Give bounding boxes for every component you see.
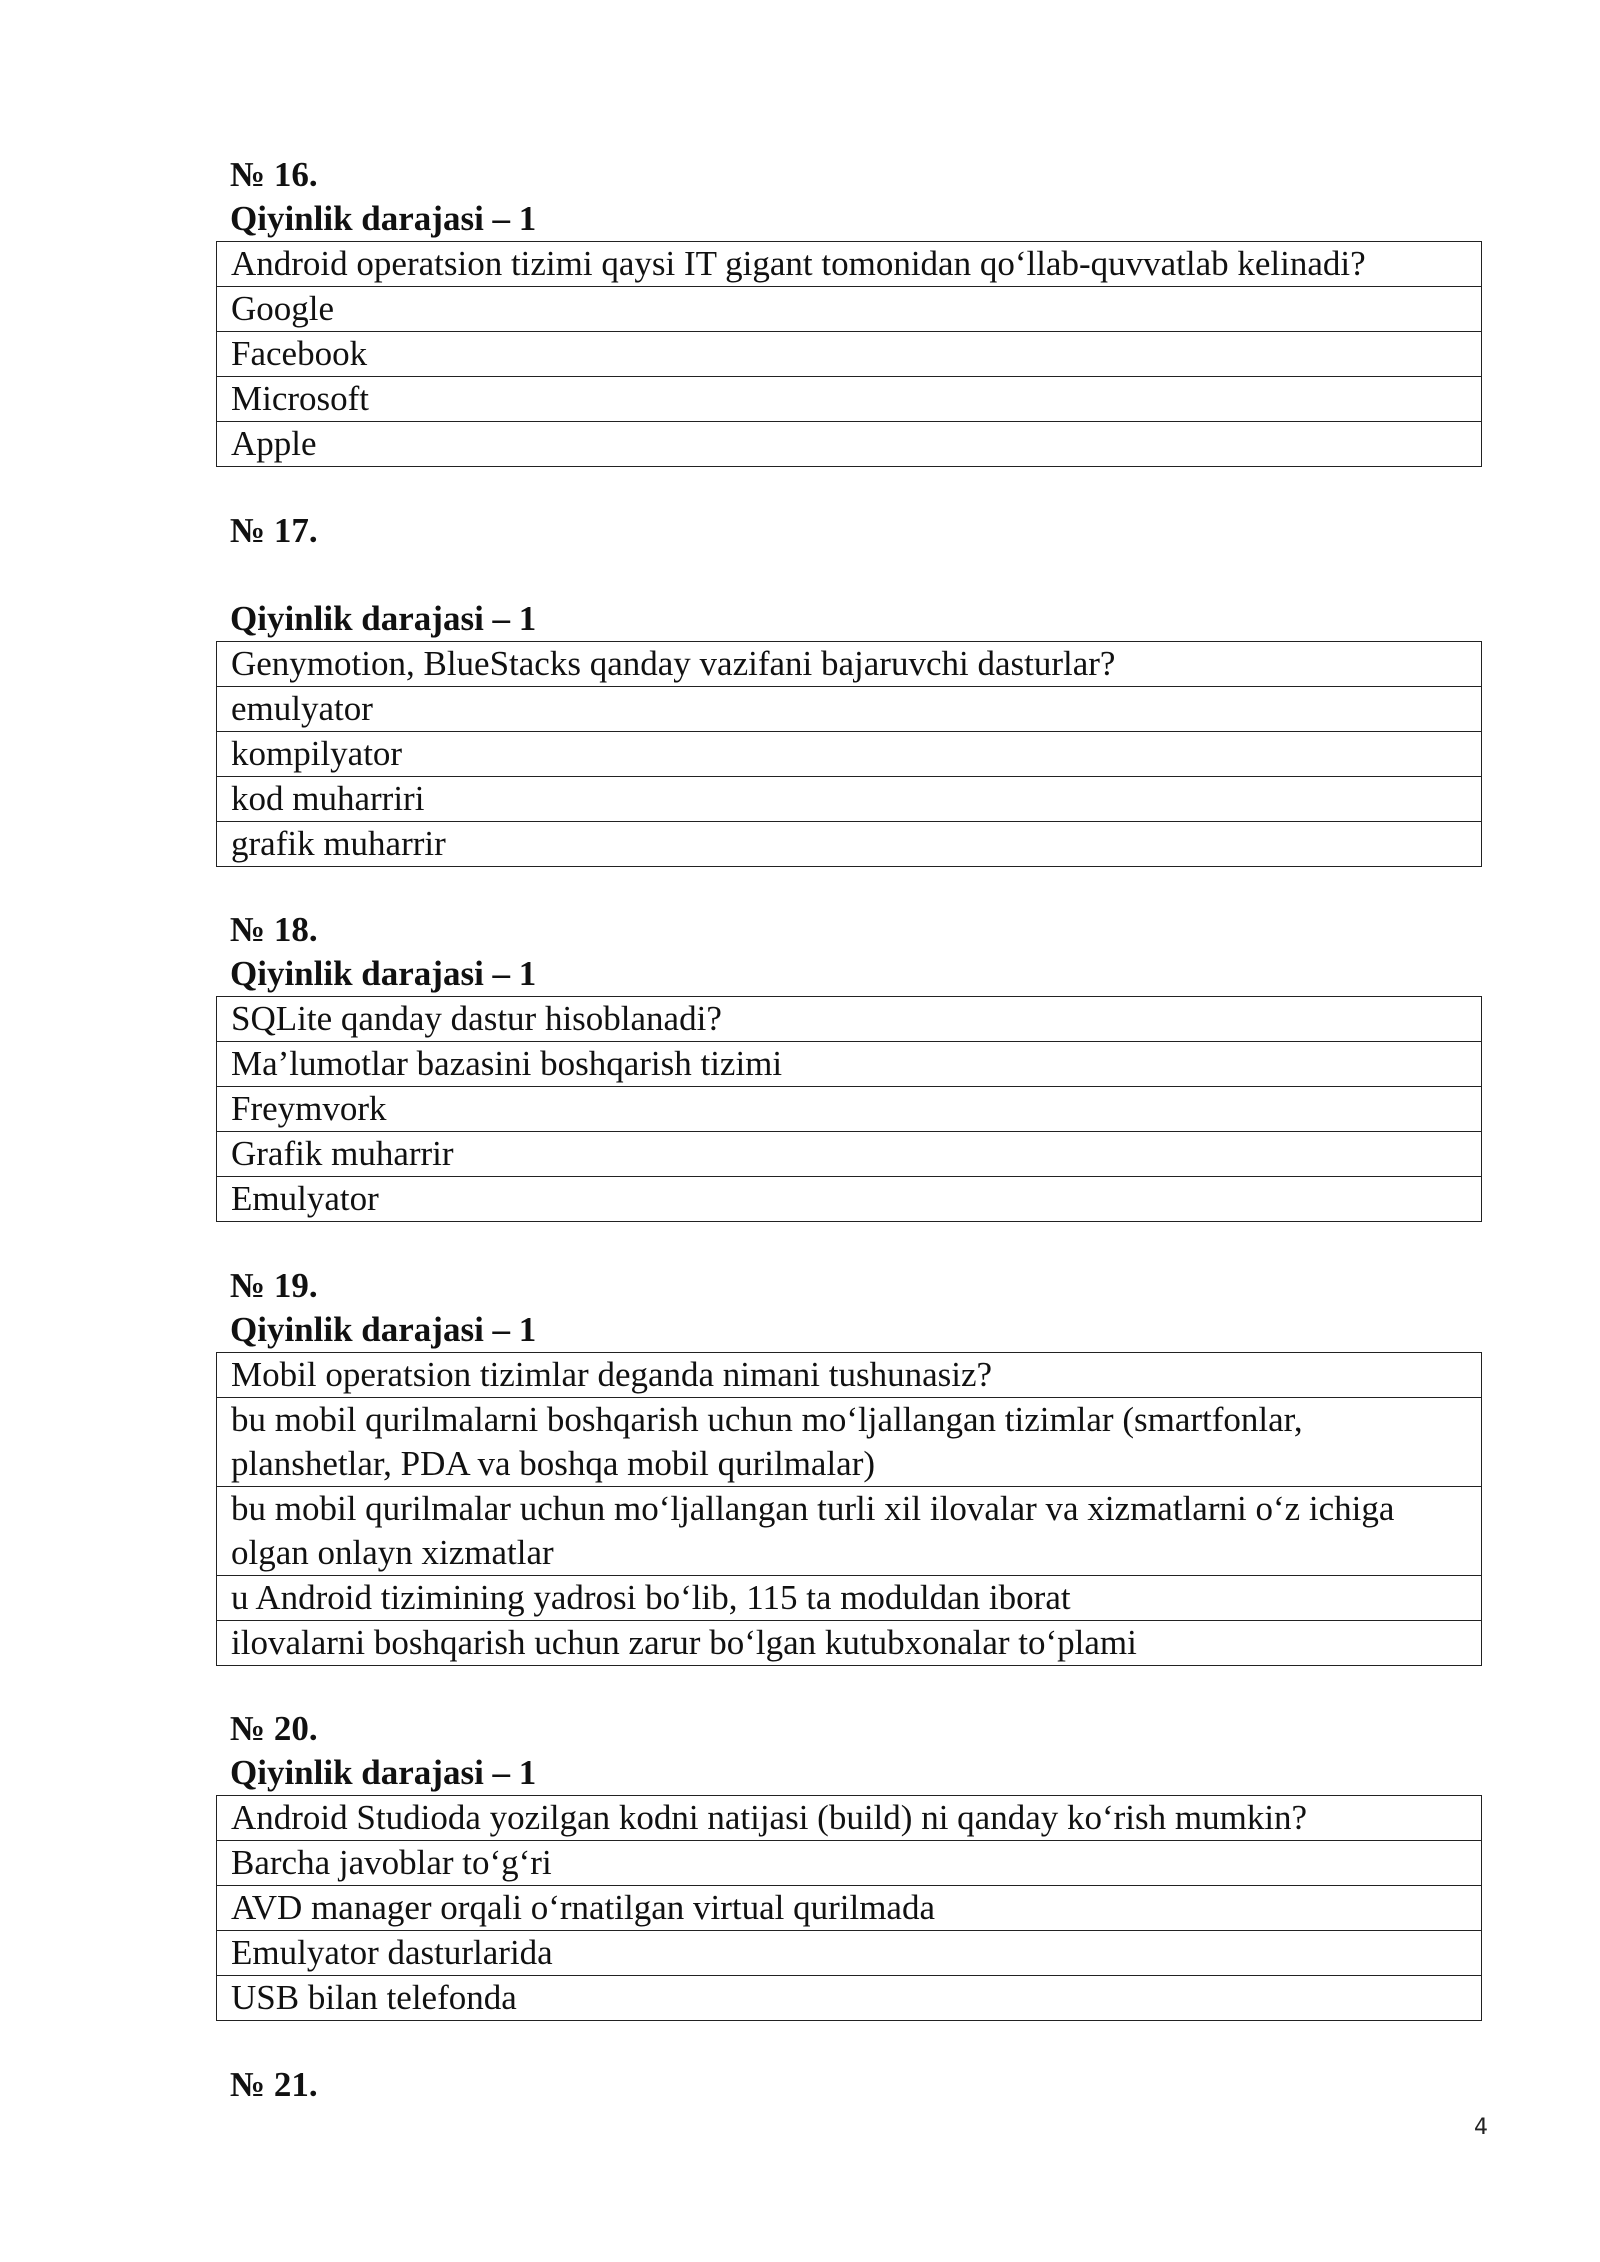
- question-block-18: [216, 908, 1482, 1222]
- answer-option: Microsoft: [217, 377, 1482, 422]
- question-number: № 16.: [230, 155, 318, 194]
- question-block-16: [216, 153, 1482, 467]
- question-table: [216, 1352, 1482, 1666]
- table-row: [217, 1796, 1482, 1841]
- table-row: [217, 642, 1482, 687]
- table-row: [217, 287, 1482, 332]
- table-row: [217, 1886, 1482, 1931]
- table-row: [217, 1841, 1482, 1886]
- table-row: [217, 1976, 1482, 2021]
- table-row: [217, 687, 1482, 732]
- question-text: Genymotion, BlueStacks qanday vazifani bajaruvchi dasturlar?: [217, 642, 1482, 687]
- question-text: Mobil operatsion tizimlar deganda nimani tushunasiz?: [217, 1353, 1482, 1398]
- difficulty-level: Qiyinlik darajasi – 1: [230, 599, 537, 638]
- answer-option: AVD manager orqali o‘rnatilgan virtual qurilmada: [217, 1886, 1482, 1931]
- question-table: [216, 641, 1482, 867]
- table-row: [217, 242, 1482, 287]
- question-table: [216, 1795, 1482, 2021]
- answer-option: Emulyator dasturlarida: [217, 1931, 1482, 1976]
- table-row: [217, 1576, 1482, 1621]
- answer-option: Barcha javoblar to‘g‘ri: [217, 1841, 1482, 1886]
- question-text: Android Studioda yozilgan kodni natijasi (build) ni qanday ko‘rish mumkin?: [217, 1796, 1482, 1841]
- table-row: [217, 997, 1482, 1042]
- answer-option: Google: [217, 287, 1482, 332]
- question-block-17: [216, 509, 1482, 867]
- question-block-21: [216, 2063, 1482, 2107]
- answer-option: kod muharriri: [217, 777, 1482, 822]
- answer-option: u Android tizimining yadrosi bo‘lib, 115 ta moduldan iborat: [217, 1576, 1482, 1621]
- answer-option: Emulyator: [217, 1177, 1482, 1222]
- answer-option: ilovalarni boshqarish uchun zarur bo‘lgan kutubxonalar to‘plami: [217, 1621, 1482, 1666]
- question-block-20: [216, 1707, 1482, 2021]
- question-number: № 21.: [230, 2065, 318, 2104]
- answer-option: Apple: [217, 422, 1482, 467]
- question-number: № 19.: [230, 1266, 318, 1305]
- question-block-19: [216, 1264, 1482, 1666]
- table-row: [217, 422, 1482, 467]
- answer-option: Grafik muharrir: [217, 1132, 1482, 1177]
- question-table: [216, 996, 1482, 1222]
- answer-option: Freymvork: [217, 1087, 1482, 1132]
- answer-option: grafik muharrir: [217, 822, 1482, 867]
- table-row: [217, 822, 1482, 867]
- table-row: [217, 1931, 1482, 1976]
- table-row: [217, 1487, 1482, 1576]
- table-row: [217, 777, 1482, 822]
- question-number: № 20.: [230, 1709, 318, 1748]
- answer-option: bu mobil qurilmalar uchun mo‘ljallangan turli xil ilovalar va xizmatlarni o‘z ichiga olgan onlayn xizmatlar: [217, 1487, 1482, 1576]
- table-row: [217, 1177, 1482, 1222]
- table-row: [217, 732, 1482, 777]
- answer-option: bu mobil qurilmalarni boshqarish uchun mo‘ljallangan tizimlar (smartfonlar, planshetlar, PDA va boshqa mobil qurilmalar): [217, 1398, 1482, 1487]
- page-number: 4: [1474, 2115, 1488, 2140]
- answer-option: USB bilan telefonda: [217, 1976, 1482, 2021]
- answer-option: Facebook: [217, 332, 1482, 377]
- question-text: Android operatsion tizimi qaysi IT gigant tomonidan qo‘llab-quvvatlab kelinadi?: [217, 242, 1482, 287]
- question-text: SQLite qanday dastur hisoblanadi?: [217, 997, 1482, 1042]
- table-row: [217, 1042, 1482, 1087]
- question-table: [216, 241, 1482, 467]
- table-row: [217, 1621, 1482, 1666]
- difficulty-level: Qiyinlik darajasi – 1: [230, 1310, 537, 1349]
- table-row: [217, 1398, 1482, 1487]
- table-row: [217, 1132, 1482, 1177]
- question-number: № 18.: [230, 910, 318, 949]
- table-row: [217, 332, 1482, 377]
- table-row: [217, 377, 1482, 422]
- table-row: [217, 1353, 1482, 1398]
- table-row: [217, 1087, 1482, 1132]
- difficulty-level: Qiyinlik darajasi – 1: [230, 199, 537, 238]
- answer-option: kompilyator: [217, 732, 1482, 777]
- difficulty-level: Qiyinlik darajasi – 1: [230, 1753, 537, 1792]
- question-number: № 17.: [230, 511, 318, 550]
- answer-option: emulyator: [217, 687, 1482, 732]
- answer-option: Ma’lumotlar bazasini boshqarish tizimi: [217, 1042, 1482, 1087]
- difficulty-level: Qiyinlik darajasi – 1: [230, 954, 537, 993]
